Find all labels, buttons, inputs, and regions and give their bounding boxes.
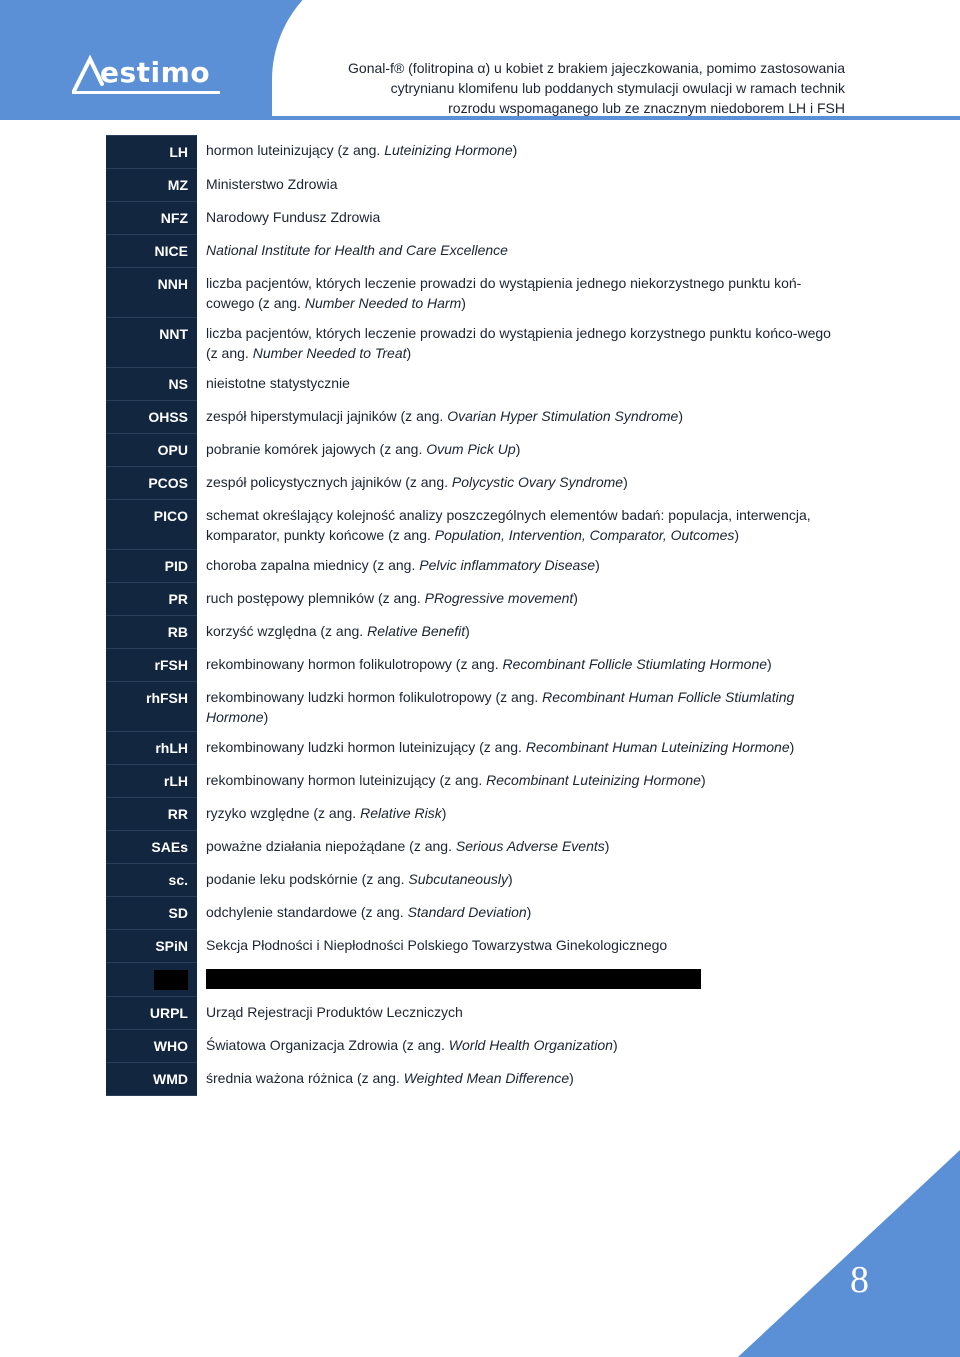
english-term: Recombinant Human Follicle Stiumlating Hormone [206,689,795,725]
description-text: schemat określający kolejność analizy poszczególnych elementów badań: populacja, interwencja, komparator, punkty końcowe (z ang. [206,507,811,543]
english-term: PRogressive movement [424,590,574,606]
abbreviation-description [197,318,846,368]
abbreviation-description [197,169,846,202]
english-term: Ovum Pick Up [426,441,516,457]
abbreviation-row [106,732,846,765]
description-text: rekombinowany hormon luteinizujący (z ang. [206,772,487,788]
description-suffix: ) [406,345,412,361]
abbreviation-row [106,616,846,649]
abbreviation-key: OHSS [106,401,197,434]
abbreviation-row [106,682,846,732]
description-suffix: ) [573,590,578,606]
description-text: liczba pacjentów, których leczenie prowadzi do wystąpienia jednego korzystnego punktu końco-wego (z ang. [206,325,831,361]
abbreviation-description [197,616,846,649]
abbreviation-description [197,467,846,500]
logo-underline [72,90,222,96]
abbreviation-row [106,434,846,467]
abbreviation-row [106,930,846,963]
description-suffix: ) [734,527,740,543]
abbreviation-description [197,649,846,682]
description-text: podanie leku podskórnie (z ang. [206,871,409,887]
english-term: Recombinant Luteinizing Hormone [486,772,701,788]
redaction-block [154,970,188,990]
description-text: korzyść względna (z ang. [206,623,368,639]
description-suffix: ) [515,441,521,457]
description-text: rekombinowany ludzki hormon luteinizujący (z ang. [206,739,526,755]
english-term: Ovarian Hyper Stimulation Syndrome [447,408,679,424]
description-suffix: ) [512,142,518,158]
english-term: Recombinant Human Luteinizing Hormone [525,739,790,755]
abbreviation-key: LH [106,135,197,169]
abbreviation-key: PID [106,550,197,583]
abbreviation-row [106,169,846,202]
english-term: National Institute for Health and Care Excellence [206,242,508,258]
abbreviation-key: NNT [106,318,197,368]
abbreviation-description [197,765,846,798]
abbreviation-description [197,135,846,169]
abbreviation-key: rFSH [106,649,197,682]
abbreviation-description [197,434,846,467]
description-suffix: ) [700,772,706,788]
description-text: hormon luteinizujący (z ang. [206,142,385,158]
abbreviation-description [197,864,846,897]
abbreviation-row [106,135,846,169]
english-term: Serious Adverse Events [455,838,605,854]
abbreviation-row [106,963,846,997]
english-term: Relative Benefit [367,623,466,639]
description-text: Narodowy Fundusz Zdrowia [206,209,381,225]
abbreviation-key: NFZ [106,202,197,235]
abbreviation-key: SAEs [106,831,197,864]
abbreviation-key: SPiN [106,930,197,963]
abbreviation-key: PCOS [106,467,197,500]
description-suffix: ) [612,1037,618,1054]
abbreviation-description [197,583,846,616]
abbreviation-key: RB [106,616,197,649]
abbreviation-key: rLH [106,765,197,798]
document-title-line: cytrynianu klomifenu lub poddanych stymulacji owulacji w ramach technik [390,80,845,96]
abbreviation-description [197,268,846,318]
document-title [285,58,845,118]
abbreviation-key: OPU [106,434,197,467]
abbreviation-row [106,1063,846,1096]
description-suffix: ) [767,656,772,672]
description-text: średnia ważona różnica (z ang. [206,1070,404,1087]
english-term: Number Needed to Treat [252,345,407,361]
abbreviation-key: rhFSH [106,682,197,732]
abbreviation-key: URPL [106,997,197,1030]
abbreviation-description [197,1030,846,1063]
description-text: nieistotne statystycznie [206,375,350,391]
description-text: Urząd Rejestracji Produktów Leczniczych [206,1004,463,1021]
description-suffix: ) [508,871,513,887]
english-term: Subcutaneously [408,871,508,887]
abbreviation-row [106,864,846,897]
description-text: choroba zapalna miednicy (z ang. [206,557,420,573]
abbreviation-key: rhLH [106,732,197,765]
abbreviation-description [197,401,846,434]
abbreviation-row [106,401,846,434]
abbreviation-row [106,202,846,235]
abbreviation-description [197,732,846,765]
english-term: Population, Intervention, Comparator, Outcomes [434,527,735,543]
abbreviation-description [197,798,846,831]
abbreviation-description [197,202,846,235]
description-suffix: ) [461,295,466,311]
description-suffix: ) [789,739,795,755]
document-title-line: Gonal-f® (folitropina α) u kobiet z brakiem jajeczkowania, pomimo zastosowania [348,60,845,76]
english-term: Number Needed to Harm [304,295,462,311]
abbreviation-description [197,500,846,550]
abbreviation-description [197,550,846,583]
abbreviation-key: sc. [106,864,197,897]
description-text: ryzyko względne (z ang. [206,805,361,821]
abbreviation-description [197,930,846,963]
abbreviation-row [106,897,846,930]
description-text: rekombinowany ludzki hormon folikulotropowy (z ang. [206,689,543,705]
description-suffix: ) [526,904,532,920]
description-text: Ministerstwo Zdrowia [206,176,338,192]
abbreviation-row [106,268,846,318]
abbreviation-description [197,1063,846,1096]
abbreviation-description [197,963,846,997]
abbreviation-description [197,897,846,930]
header-divider [0,118,960,120]
abbreviation-key: SD [106,897,197,930]
abbreviation-key: WHO [106,1030,197,1063]
english-term: Relative Risk [360,805,442,821]
abbreviation-row [106,649,846,682]
abbreviation-description [197,235,846,268]
english-term: Weighted Mean Difference [403,1070,570,1087]
abbreviation-row [106,235,846,268]
estimo-logo [72,54,222,96]
abbreviation-row [106,500,846,550]
abbreviation-row [106,318,846,368]
document-title-line: rozrodu wspomaganego lub ze znacznym niedoborem LH i FSH [448,100,845,116]
page-number: 8 [850,1259,869,1301]
description-suffix: ) [604,838,610,854]
abbreviations-table [106,135,846,1096]
abbreviation-key [106,963,197,997]
description-text: liczba pacjentów, których leczenie prowadzi do wystąpienia jednego niekorzystnego punktu koń-cowego (z ang. [206,275,802,311]
abbreviation-row [106,368,846,401]
abbreviation-row [106,583,846,616]
description-text: poważne działania niepożądane (z ang. [206,838,456,854]
description-suffix: ) [595,557,600,573]
abbreviation-description [197,831,846,864]
description-suffix: ) [441,805,447,821]
description-text: zespół hiperstymulacji jajników (z ang. [206,408,448,424]
description-text: odchylenie standardowe (z ang. [206,904,408,920]
english-term: Luteinizing Hormone [384,142,513,158]
abbreviation-description [197,997,846,1030]
logo-text: estimo [100,56,211,89]
redaction-block [206,969,701,989]
abbreviation-description [197,682,846,732]
abbreviation-key: PR [106,583,197,616]
abbreviation-row [106,765,846,798]
description-text: pobranie komórek jajowych (z ang. [206,441,427,457]
english-term: Standard Deviation [407,904,527,920]
abbreviation-row [106,550,846,583]
abbreviation-key: NS [106,368,197,401]
abbreviation-key: MZ [106,169,197,202]
abbreviation-row [106,1030,846,1063]
description-suffix: ) [569,1070,574,1087]
abbreviation-row [106,831,846,864]
english-term: Pelvic inflammatory Disease [419,557,596,573]
abbreviation-row [106,997,846,1030]
description-text: rekombinowany hormon folikulotropowy (z ang. [206,656,503,672]
description-suffix: ) [623,474,628,490]
abbreviation-row [106,467,846,500]
description-text: ruch postępowy plemników (z ang. [206,590,425,606]
abbreviation-key: NICE [106,235,197,268]
description-text: Sekcja Płodności i Niepłodności Polskiego Towarzystwa Ginekologicznego [206,937,668,953]
description-text: Światowa Organizacja Zdrowia (z ang. [206,1037,449,1054]
abbreviation-description [197,368,846,401]
abbreviation-key: WMD [106,1063,197,1096]
corner-triangle [738,1150,960,1357]
english-term: Recombinant Follicle Stiumlating Hormone [502,656,768,672]
english-term: World Health Organization [448,1037,613,1054]
description-suffix: ) [465,623,470,639]
abbreviation-key: PICO [106,500,197,550]
description-suffix: ) [678,408,683,424]
english-term: Polycystic Ovary Syndrome [451,474,624,490]
abbreviation-row [106,798,846,831]
abbreviation-key: NNH [106,268,197,318]
abbreviation-key: RR [106,798,197,831]
description-suffix: ) [263,709,269,725]
description-text: zespół policystycznych jajników (z ang. [206,474,452,490]
